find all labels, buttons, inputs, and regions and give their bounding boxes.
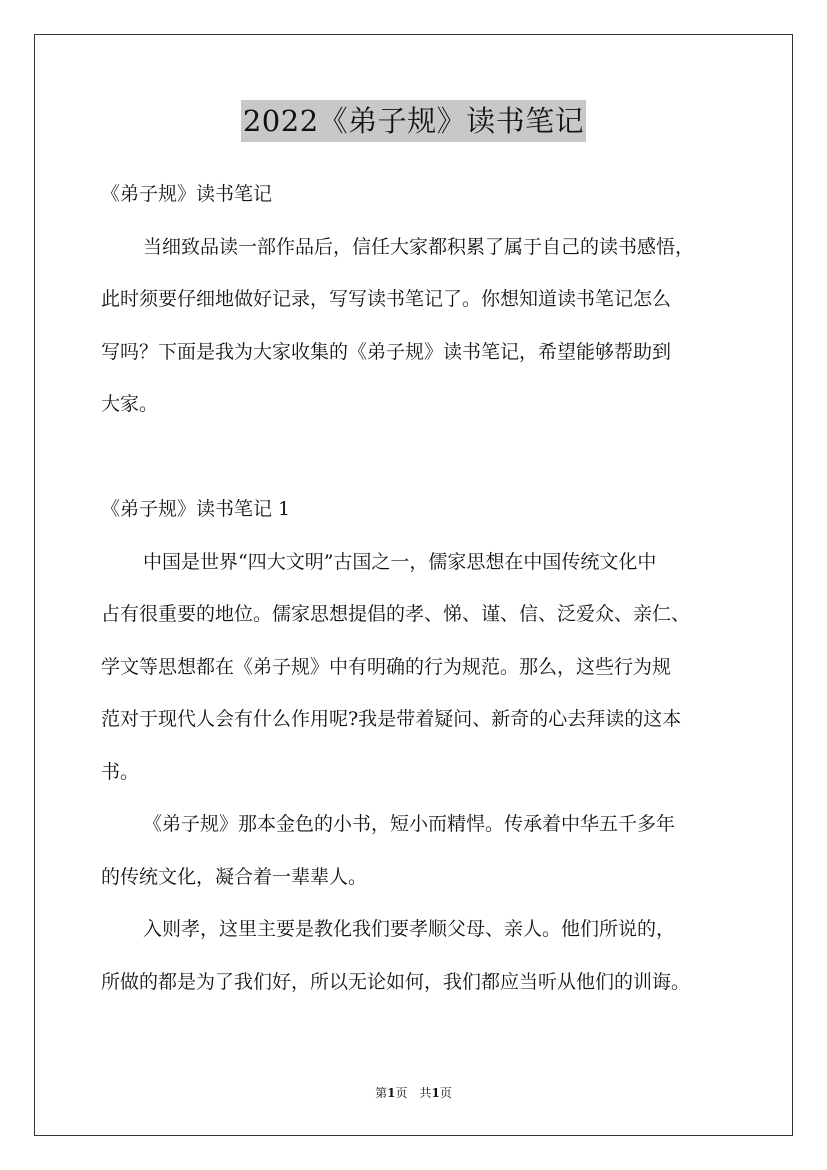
footer-page-prefix: 第: [375, 1086, 388, 1100]
footer-page-total: 1: [431, 1086, 440, 1100]
footer-page-current: 1: [387, 1086, 396, 1100]
title-container: [0, 100, 827, 142]
text-line: 当细致品读一部作品后，信任大家都积累了属于自己的读书感悟，: [143, 235, 695, 258]
footer-page-suffix: 页: [439, 1086, 452, 1100]
text-line: 的传统文化，凝合着一辈辈人。: [101, 865, 368, 888]
page-footer: [0, 1084, 827, 1101]
text-line: 《弟子规》那本金色的小书，短小而精悍。传承着中华五千多年: [143, 813, 676, 835]
text-line: 所做的都是为了我们好，所以无论如何，我们都应当听从他们的训诲。: [101, 970, 691, 993]
text-line: 此时须要仔细地做好记录，写写读书笔记了。你想知道读书笔记怎么: [101, 288, 672, 310]
text-line: 范对于现代人会有什么作用呢?我是带着疑问、新奇的心去拜读的这本: [101, 708, 682, 730]
text-line: 学文等思想都在《弟子规》中有明确的行为规范。那么，这些行为规: [101, 655, 672, 678]
text-line: 中国是世界“四大文明”古国之一，儒家思想在中国传统文化中: [143, 550, 657, 573]
footer-page-mid: 页 共: [395, 1086, 432, 1100]
text-line: 《弟子规》读书笔记 1: [101, 498, 291, 520]
text-line: 《弟子规》读书笔记: [101, 183, 273, 205]
document-title: 2022《弟子规》读书笔记: [241, 100, 586, 142]
text-line: 写吗？下面是我为大家收集的《弟子规》读书笔记，希望能够帮助到: [101, 340, 672, 363]
document-body: [101, 168, 741, 1008]
text-line: 书。: [101, 760, 140, 783]
text-line: 入则孝，这里主要是教化我们要孝顺父母、亲人。他们所说的，: [143, 918, 676, 940]
text-line: 大家。: [101, 393, 159, 415]
blank-line: [101, 431, 741, 484]
text-line: 占有很重要的地位。儒家思想提倡的孝、悌、谨、信、泛爱众、亲仁、: [101, 603, 691, 625]
